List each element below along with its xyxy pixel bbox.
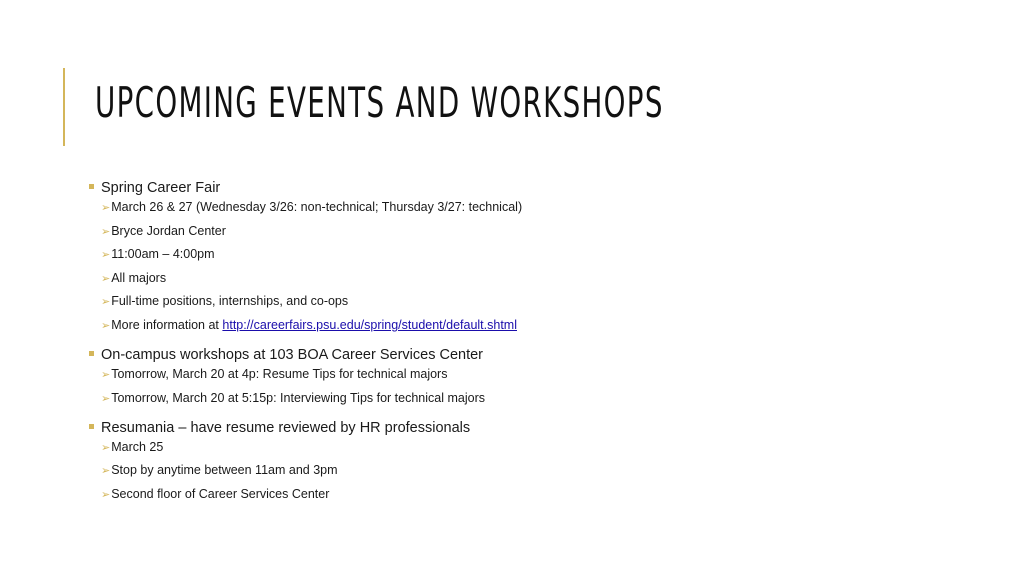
arrow-bullet-icon: ➢: [101, 318, 111, 332]
list-item: ➢ 11:00am – 4:00pm: [101, 247, 215, 262]
arrow-bullet-icon: ➢: [101, 464, 111, 478]
list-item: ➢ All majors: [101, 270, 167, 285]
title-accent-bar: [63, 68, 65, 146]
list-item: ➢ March 26 & 27 (Wednesday 3/26: non-technical; Thursday 3/27: technical): [101, 200, 523, 214]
list-item: ➢ Bryce Jordan Center: [101, 223, 226, 238]
slide-title: UPCOMING EVENTS AND WORKSHOPS: [95, 78, 664, 127]
arrow-bullet-icon: ➢: [101, 391, 111, 405]
list-item: ➢ Stop by anytime between 11am and 3pm: [101, 463, 338, 478]
section-resumania: [86, 419, 966, 503]
list-item: ➢ March 25: [101, 439, 164, 454]
arrow-bullet-icon: ➢: [101, 224, 111, 238]
arrow-bullet-icon: ➢: [101, 248, 111, 262]
section-heading: Resumania – have resume reviewed by HR professionals: [101, 419, 471, 436]
arrow-bullet-icon: ➢: [101, 440, 111, 454]
square-bullet-icon: [89, 424, 94, 429]
list-item: ➢ Tomorrow, March 20 at 4p: Resume Tips for technical majors: [101, 366, 448, 381]
list-item: ➢ Full-time positions, internships, and co-ops: [101, 294, 349, 309]
list-item: ➢ Tomorrow, March 20 at 5:15p: Interviewing Tips for technical majors: [101, 390, 485, 405]
section-heading: On-campus workshops at 103 BOA Career Services Center: [101, 346, 483, 363]
list-item: ➢ Second floor of Career Services Center: [101, 486, 330, 501]
slide-content: [86, 179, 966, 515]
section-heading: Spring Career Fair: [101, 180, 221, 196]
square-bullet-icon: [89, 351, 94, 356]
square-bullet-icon: [89, 184, 94, 189]
section-career-fair: [86, 179, 966, 334]
career-fair-link[interactable]: http://careerfairs.psu.edu/spring/student/default.shtml: [222, 317, 517, 332]
arrow-bullet-icon: ➢: [101, 487, 111, 501]
section-workshops: [86, 346, 966, 407]
list-item: ➢ More information at http://careerfairs.psu.edu/spring/student/default.shtml: [101, 317, 517, 332]
arrow-bullet-icon: ➢: [101, 271, 111, 285]
arrow-bullet-icon: ➢: [101, 295, 111, 309]
arrow-bullet-icon: ➢: [101, 201, 111, 214]
arrow-bullet-icon: ➢: [101, 367, 111, 381]
